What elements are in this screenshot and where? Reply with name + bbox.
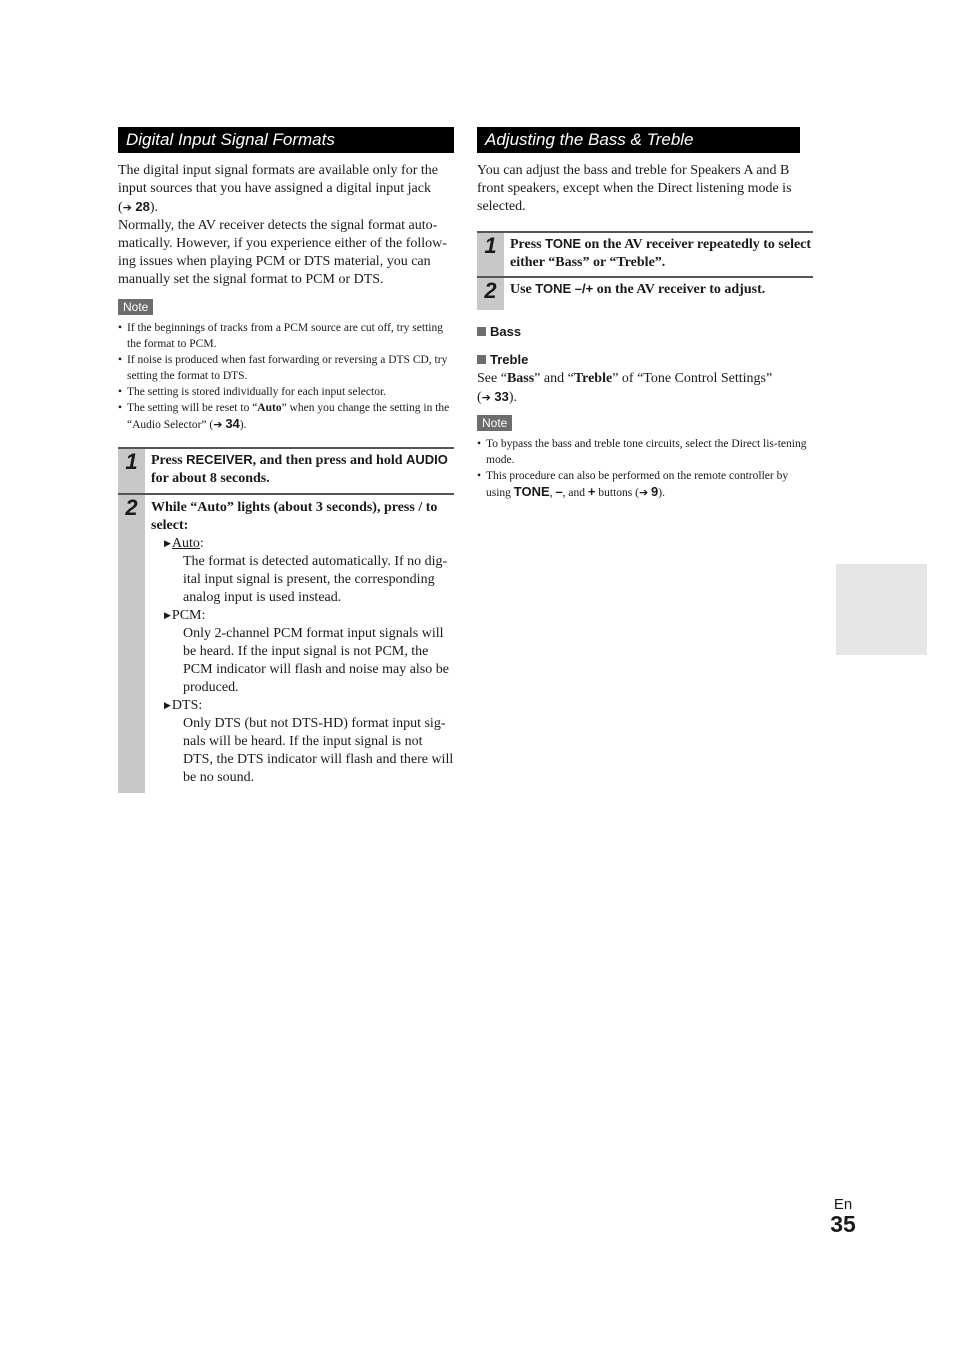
page-reference[interactable]: 9 — [651, 484, 659, 499]
chapter-side-tab — [836, 564, 927, 655]
step-number: 1 — [118, 449, 145, 493]
bass-treble-section — [477, 127, 813, 501]
option-description: Only DTS (but not DTS-HD) format input sig-nals will be heard. If the input signal is not DTS, the DTS indicator will flash and there will be no sound. — [183, 716, 454, 785]
page-language: En — [833, 1196, 853, 1213]
option-pcm: ▶PCM: Only 2-channel PCM format input signals will be heard. If the input signal is not PCM, the PCM indicator will flash and noise may also be produced. — [164, 607, 454, 697]
step-number: 1 — [477, 233, 504, 276]
subheading-bass: Bass — [477, 324, 813, 340]
step-number: 2 — [118, 495, 145, 793]
step-instruction: While “Auto” lights (about 3 seconds), press / to select: — [151, 500, 438, 533]
option-description: The format is detected automatically. If no dig-ital input signal is present, the corresponding analog input is used instead. — [183, 554, 448, 605]
option-marker-icon: ▶ — [164, 539, 171, 549]
option-auto: ▶Auto: The format is detected automatically. If no dig-ital input signal is present, the corresponding analog input is used instead. — [164, 535, 454, 607]
steps-list — [118, 447, 454, 793]
square-bullet-icon — [477, 327, 486, 336]
note-item: • If the beginnings of tracks from a PCM source are cut off, try setting the format to PCM. — [118, 320, 454, 352]
option-name: Auto — [171, 536, 200, 551]
page-reference[interactable]: 34 — [225, 416, 240, 431]
intro-paragraph-1: The digital input signal formats are available only for the input sources that you have assigned a digital input jack (➔ 28). — [118, 163, 438, 215]
cross-ref-arrow-icon: ➔ — [122, 201, 132, 214]
note-item: • The setting is stored individually for each input selector. — [118, 384, 454, 400]
note-label: Note — [477, 415, 512, 431]
step-1 — [118, 449, 454, 495]
step-2 — [477, 278, 813, 310]
option-name: DTS — [171, 698, 199, 713]
square-bullet-icon — [477, 355, 486, 364]
cross-ref-arrow-icon: ➔ — [638, 486, 649, 499]
cross-ref-arrow-icon: ➔ — [213, 418, 223, 431]
step-instruction: Use TONE –/+ on the AV receiver to adjust. — [510, 281, 766, 297]
step-instruction: Press RECEIVER, and then press and hold AUDIO for about 8 seconds. — [151, 452, 448, 486]
page-reference[interactable]: 33 — [494, 389, 509, 404]
option-marker-icon: ▶ — [164, 611, 171, 621]
step-number: 2 — [477, 278, 504, 310]
option-name: PCM — [171, 608, 202, 623]
steps-list — [477, 231, 813, 310]
intro-paragraph: You can adjust the bass and treble for Speakers A and B front speakers, except when the Direct listening mode is selected. — [477, 163, 792, 214]
option-dts: ▶DTS: Only DTS (but not DTS-HD) format input sig-nals will be heard. If the input signal is not DTS, the DTS indicator will flash and there will be no sound. — [164, 698, 454, 785]
see-reference-paragraph: See “Bass” and “Treble” of “Tone Control Settings” (➔ 33). — [477, 371, 773, 405]
step-2 — [118, 495, 454, 793]
note-item: • To bypass the bass and treble tone circuits, select the Direct lis-tening mode. — [477, 436, 813, 468]
section-title: Adjusting the Bass & Treble — [477, 127, 800, 153]
option-description: Only 2-channel PCM format input signals will be heard. If the input signal is not PCM, the PCM indicator will flash and noise may also be produced. — [183, 626, 449, 695]
intro-paragraph-2: Normally, the AV receiver detects the signal format auto-matically. However, if you experience either of the follow-ing issues when playing PCM or DTS material, you can manually set the signal format to PCM or DTS. — [118, 218, 447, 287]
note-block — [118, 298, 454, 433]
note-block — [477, 414, 813, 501]
note-label: Note — [118, 299, 153, 315]
option-marker-icon: ▶ — [164, 701, 171, 711]
cross-ref-arrow-icon: ➔ — [481, 391, 491, 404]
section-title: Digital Input Signal Formats — [118, 127, 454, 153]
digital-input-section — [118, 127, 454, 793]
step-instruction: Press TONE on the AV receiver repeatedly to select either “Bass” or “Treble”. — [510, 236, 812, 270]
note-item: • The setting will be reset to “Auto” when you change the setting in the “Audio Selector” (➔ 34). — [118, 400, 454, 433]
subheading-treble: Treble — [477, 352, 813, 368]
note-item: • This procedure can also be performed on the remote controller by using TONE, –, and + buttons (➔ 9). — [477, 468, 813, 501]
page-number: 35 — [830, 1211, 856, 1237]
step-1 — [477, 233, 813, 278]
page-reference[interactable]: 28 — [135, 199, 150, 214]
note-item: • If noise is produced when fast forwarding or reversing a DTS CD, try setting the format to DTS. — [118, 352, 454, 384]
